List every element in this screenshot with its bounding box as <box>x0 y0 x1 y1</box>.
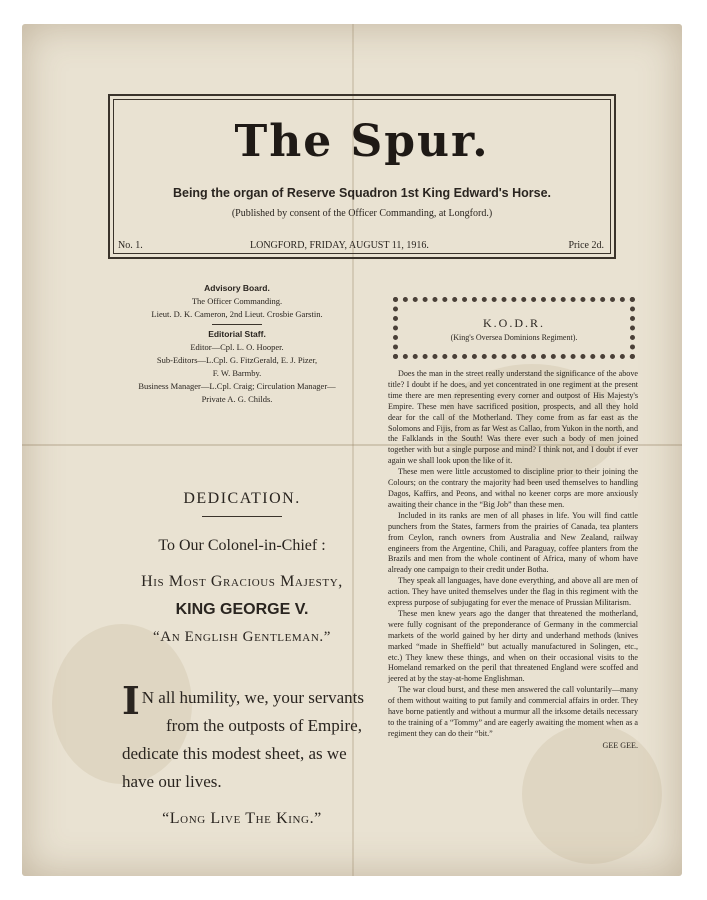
editorial-heading: Editorial Staff. <box>208 329 266 339</box>
divider <box>202 516 282 517</box>
published-note: (Published by consent of the Officer Commanding, at Longford.) <box>231 208 493 219</box>
dedication-body-line: dedicate this modest sheet, as we <box>122 744 347 763</box>
article-paragraph: Included in its ranks are men of all phases in life. You will find cattle punchers from the States, farmers from the prairies of Canada, tea planters from Ceylon, ranch owners from Australia and New Zealand, railway engineers from the Argentine, Chili, and Paraguay, coffee planters from the Brazils and men from the whole continent of Africa, many of whom have already one campaign to their credit under Botha. <box>388 510 638 575</box>
issue-line <box>110 240 614 256</box>
dedication-body <box>122 678 378 796</box>
dedication-body-line: have our lives. <box>122 772 222 791</box>
dedication-king: KING GEORGE V. <box>175 601 309 618</box>
kodr-header-box <box>393 297 635 359</box>
subeditors-line: F. W. Barmby. <box>212 368 262 378</box>
masthead <box>108 94 616 259</box>
kodr-article <box>388 369 638 752</box>
business-line: Private A. G. Childs. <box>201 394 273 404</box>
divider <box>212 324 262 325</box>
dedication-title: DEDICATION. <box>183 490 301 507</box>
dedication-line: His Most Gracious Majesty, <box>141 573 343 590</box>
dedication-block <box>117 490 367 646</box>
dedication-line: To Our Colonel-in-Chief : <box>158 537 326 554</box>
article-paragraph: The war cloud burst, and these men answered the call voluntarily—many of them without waiting to put family and commercial affairs in order. They have borne patiently and without a murmur all the irksome details necessary to the training of a “Tommy” and are eagerly awaiting the moment when as a regiment they can do their “bit.” <box>388 685 638 738</box>
dateline: LONGFORD, FRIDAY, AUGUST 11, 1916. <box>250 240 429 251</box>
advisory-heading: Advisory Board. <box>204 283 270 293</box>
staff-block <box>112 282 362 406</box>
newspaper-page <box>22 24 682 876</box>
dedication-body-line: N all humility, we, your servants <box>141 688 365 707</box>
issue-number: No. 1. <box>118 240 143 251</box>
article-paragraph: They speak all languages, have done everything, and above all are men of action. They have united themselves under the flag in this regiment with the express purpose of subjugating for ever the menace of Prussian Militarism. <box>388 576 638 608</box>
article-paragraph: These men knew years ago the danger that threatened the motherland, were fully cognisant of the preponderance of Germany in the commercial markets of the world gained by her dirty and underhand methods (knives marked “made in Sheffield” but actually manufactured in Solingen, etc., etc.) They knew these things, and when on their occasional visits to the Homeland remarked on the peril that threatened England were scoffed and jeered at by the stay-at-home Englishman. <box>388 608 638 684</box>
closing-line: “Long Live The King.” <box>162 810 322 827</box>
advisory-line: The Officer Commanding. <box>191 296 283 306</box>
article-signature: GEE GEE. <box>602 740 638 750</box>
kodr-subtitle: (King's Oversea Dominions Regiment). <box>450 333 578 342</box>
kodr-title: K.O.D.R. <box>482 316 545 330</box>
drop-cap: I <box>122 678 140 723</box>
business-line: Business Manager—L.Cpl. Craig; Circulation Manager— <box>138 381 336 391</box>
editor-line: Editor—Cpl. L. O. Hooper. <box>190 342 284 352</box>
dedication-body-line: from the outposts of Empire, <box>166 716 362 735</box>
dedication-line: “An English Gentleman.” <box>153 629 331 645</box>
article-paragraph: Does the man in the street really understand the significance of the above title? I doubt if he does, and yet concentrated in one regiment at the present time there are men representing every corner and outpost of His Majesty's Empire. These men have sacrificed position, prospects, and all they hold dear for the call of the Motherland. They come from as far east as the Solomons and Fijis, from as far West as Callao, from Yukon in the north, and the Falklands in the South! Was there ever such a body of men joined together with but a single purpose and mind? I think not, and I doubt if ever again we shall look upon the like of it. <box>388 369 638 466</box>
subeditors-line: Sub-Editors—L.Cpl. G. FitzGerald, E. J. Pizer, <box>156 355 318 365</box>
advisory-line: Lieut. D. K. Cameron, 2nd Lieut. Crosbie Garstin. <box>151 309 323 319</box>
newspaper-title: The Spur. <box>234 116 490 167</box>
article-paragraph: These men were little accustomed to discipline prior to their joining the Colours; on the contrary the majority had been used themselves to handling Dagos, Kaffirs, and Peons, and withal no keener corps are more anxiously awaiting their chance in the “Big Job” than these men. <box>388 467 638 509</box>
newspaper-subtitle: Being the organ of Reserve Squadron 1st King Edward's Horse. <box>172 186 552 200</box>
price: Price 2d. <box>568 240 604 251</box>
